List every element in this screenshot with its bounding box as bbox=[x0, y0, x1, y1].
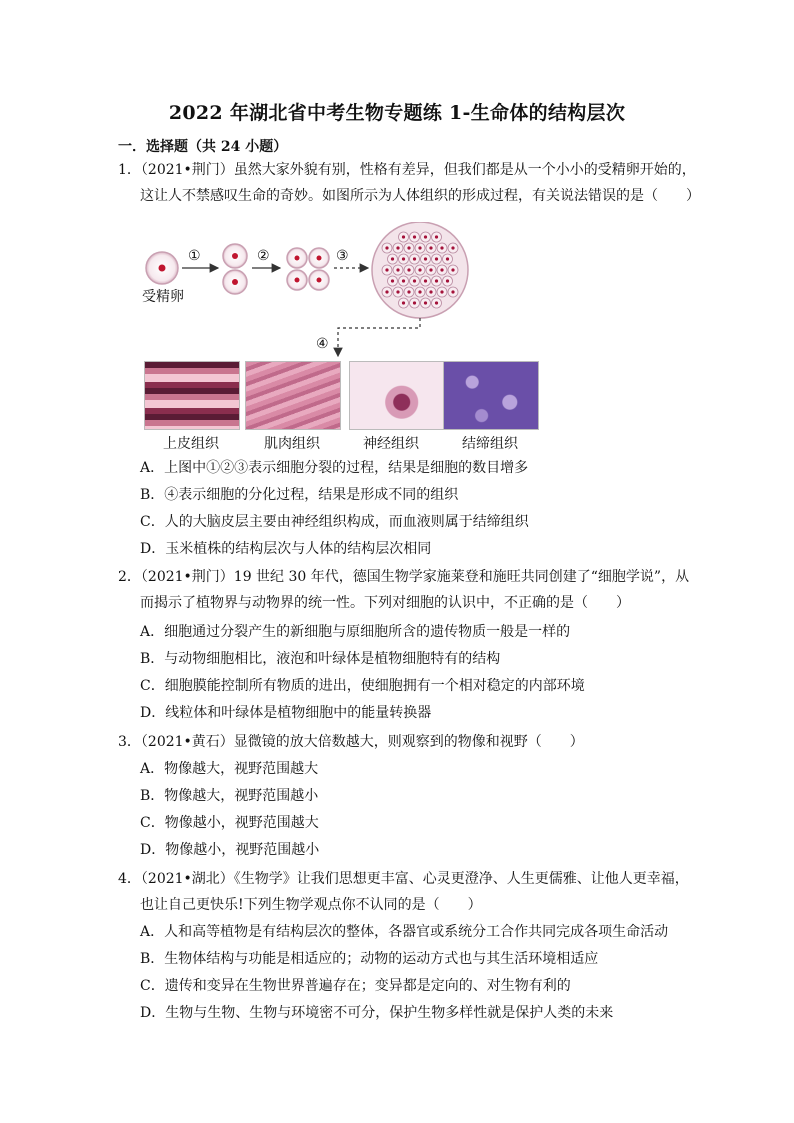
question-1-option-a: A．上图中①②③表示细胞分裂的过程，结果是细胞的数目增多 bbox=[140, 460, 529, 476]
step-1-label: ① bbox=[188, 248, 201, 264]
cell-nucleus bbox=[396, 268, 399, 271]
question-2-option-d: D．线粒体和叶绿体是植物细胞中的能量转换器 bbox=[140, 705, 432, 721]
cell-nucleus bbox=[424, 235, 427, 238]
connective-tissue-image bbox=[443, 361, 539, 430]
cell-nucleus bbox=[407, 290, 410, 293]
page-title: 2022 年湖北省中考生物专题练 1-生命体的结构层次 bbox=[168, 102, 626, 124]
cell-nucleus bbox=[440, 246, 443, 249]
epithelial-tissue-image bbox=[144, 361, 240, 430]
cell-nucleus bbox=[402, 301, 405, 304]
cell-nucleus bbox=[451, 246, 454, 249]
cell-nucleus bbox=[429, 246, 432, 249]
question-4-option-c: C．遗传和变异在生物世界普遍存在；变异都是定向的、对生物有利的 bbox=[140, 978, 571, 994]
cell-nucleus bbox=[451, 290, 454, 293]
tissue-formation-figure bbox=[140, 222, 540, 454]
nerve-tissue-image bbox=[349, 361, 445, 430]
cell-nucleus bbox=[446, 279, 449, 282]
question-1-option-b: B．④表示细胞的分化过程，结果是形成不同的组织 bbox=[140, 487, 459, 503]
question-1-line-2: 这让人不禁感叹生命的奇妙。如图所示为人体组织的形成过程，有关说法错误的是（ ） bbox=[140, 188, 700, 204]
cell-nucleus bbox=[402, 279, 405, 282]
cell-nucleus bbox=[391, 257, 394, 260]
zygote-label: 受精卵 bbox=[142, 289, 184, 305]
cell-nucleus bbox=[385, 246, 388, 249]
cell-nucleus bbox=[424, 257, 427, 260]
question-1 bbox=[118, 157, 700, 209]
question-4 bbox=[118, 866, 689, 918]
cell-nucleus bbox=[402, 235, 405, 238]
cell-nucleus bbox=[413, 235, 416, 238]
cell-nucleus bbox=[429, 268, 432, 271]
step-2-label: ② bbox=[257, 248, 270, 264]
cell-nucleus bbox=[440, 290, 443, 293]
question-4-line-2: 也让自己更快乐!下列生物学观点你不认同的是（ ） bbox=[140, 897, 482, 913]
cell-nucleus bbox=[385, 290, 388, 293]
question-2-option-a: A．细胞通过分裂产生的新细胞与原细胞所含的遗传物质一般是一样的 bbox=[140, 624, 571, 640]
cell-nucleus bbox=[396, 246, 399, 249]
cell-nucleus bbox=[418, 268, 421, 271]
muscle-tissue-image bbox=[245, 361, 341, 430]
question-2-option-c: C．细胞膜能控制所有物质的进出，使细胞拥有一个相对稳定的内部环境 bbox=[140, 678, 585, 694]
cell-nucleus bbox=[418, 246, 421, 249]
section-heading: 一．选择题（共 24 小题） bbox=[118, 139, 288, 155]
cell-nucleus bbox=[402, 257, 405, 260]
cell-nucleus bbox=[451, 268, 454, 271]
step-3-label: ③ bbox=[336, 248, 349, 264]
cell-nucleus bbox=[429, 290, 432, 293]
question-4-option-d: D．生物与生物、生物与环境密不可分，保护生物多样性就是保护人类的未来 bbox=[140, 1005, 614, 1021]
cell-nucleus bbox=[440, 268, 443, 271]
connective-tissue-label: 结缔组织 bbox=[462, 436, 518, 452]
two-cell-stage bbox=[223, 244, 247, 294]
cell-nucleus bbox=[435, 257, 438, 260]
cell-division-diagram bbox=[140, 222, 540, 362]
question-3 bbox=[118, 729, 678, 755]
four-cell-stage bbox=[287, 248, 329, 290]
cell-nucleus bbox=[413, 257, 416, 260]
nerve-tissue-label: 神经组织 bbox=[363, 436, 419, 452]
question-4-option-b: B．生物体结构与功能是相适应的；动物的运动方式也与其生活环境相适应 bbox=[140, 951, 599, 967]
question-1-option-d: D．玉米植株的结构层次与人体的结构层次相同 bbox=[140, 541, 432, 557]
cell-nucleus bbox=[413, 279, 416, 282]
question-3-option-b: B．物像越大，视野范围越小 bbox=[140, 788, 319, 804]
question-3-option-c: C．物像越小，视野范围越大 bbox=[140, 815, 319, 831]
question-2-line-2: 而揭示了植物界与动物界的统一性。下列对细胞的认识中，不正确的是（ ） bbox=[140, 595, 630, 611]
multicell-stage bbox=[372, 222, 468, 318]
cell-nucleus bbox=[385, 268, 388, 271]
cell-nucleus bbox=[435, 235, 438, 238]
cell-nucleus bbox=[424, 279, 427, 282]
question-1-option-c: C．人的大脑皮层主要由神经组织构成，而血液则属于结缔组织 bbox=[140, 514, 529, 530]
cell-nucleus bbox=[396, 290, 399, 293]
question-4-line-1: 4．（2021•湖北）《生物学》让我们思想更丰富、心灵更澄净、人生更儒雅、让他人更幸福， bbox=[118, 871, 689, 887]
cell-nucleus bbox=[407, 246, 410, 249]
question-4-option-a: A．人和高等植物是有结构层次的整体，各器官或系统分工合作共同完成各项生命活动 bbox=[140, 924, 669, 940]
step-4-label: ④ bbox=[316, 336, 329, 352]
question-3-option-d: D．物像越小，视野范围越小 bbox=[140, 842, 320, 858]
cell-nucleus bbox=[446, 257, 449, 260]
cell-nucleus bbox=[418, 290, 421, 293]
cell-nucleus bbox=[413, 301, 416, 304]
question-2-option-b: B．与动物细胞相比，液泡和叶绿体是植物细胞特有的结构 bbox=[140, 651, 501, 667]
cell-nucleus bbox=[424, 301, 427, 304]
muscle-tissue-label: 肌肉组织 bbox=[264, 436, 320, 452]
cell-nucleus bbox=[435, 301, 438, 304]
question-2 bbox=[118, 564, 690, 616]
cell-nucleus bbox=[391, 279, 394, 282]
cell-nucleus bbox=[407, 268, 410, 271]
question-1-line-1: 1．（2021•荆门）虽然大家外貌有别，性格有差异，但我们都是从一个小小的受精卵开始的， bbox=[118, 162, 696, 178]
question-3-option-a: A．物像越大，视野范围越大 bbox=[140, 761, 319, 777]
epithelial-tissue-label: 上皮组织 bbox=[163, 436, 219, 452]
cell-nucleus bbox=[435, 279, 438, 282]
question-3-line-1: 3．（2021•黄石）显微镜的放大倍数越大，则观察到的物像和视野（ ） bbox=[118, 734, 584, 750]
question-2-line-1: 2．（2021•荆门）19 世纪 30 年代，德国生物学家施莱登和施旺共同创建了“细胞学说”，从 bbox=[118, 569, 690, 585]
zygote-cell bbox=[146, 252, 178, 284]
